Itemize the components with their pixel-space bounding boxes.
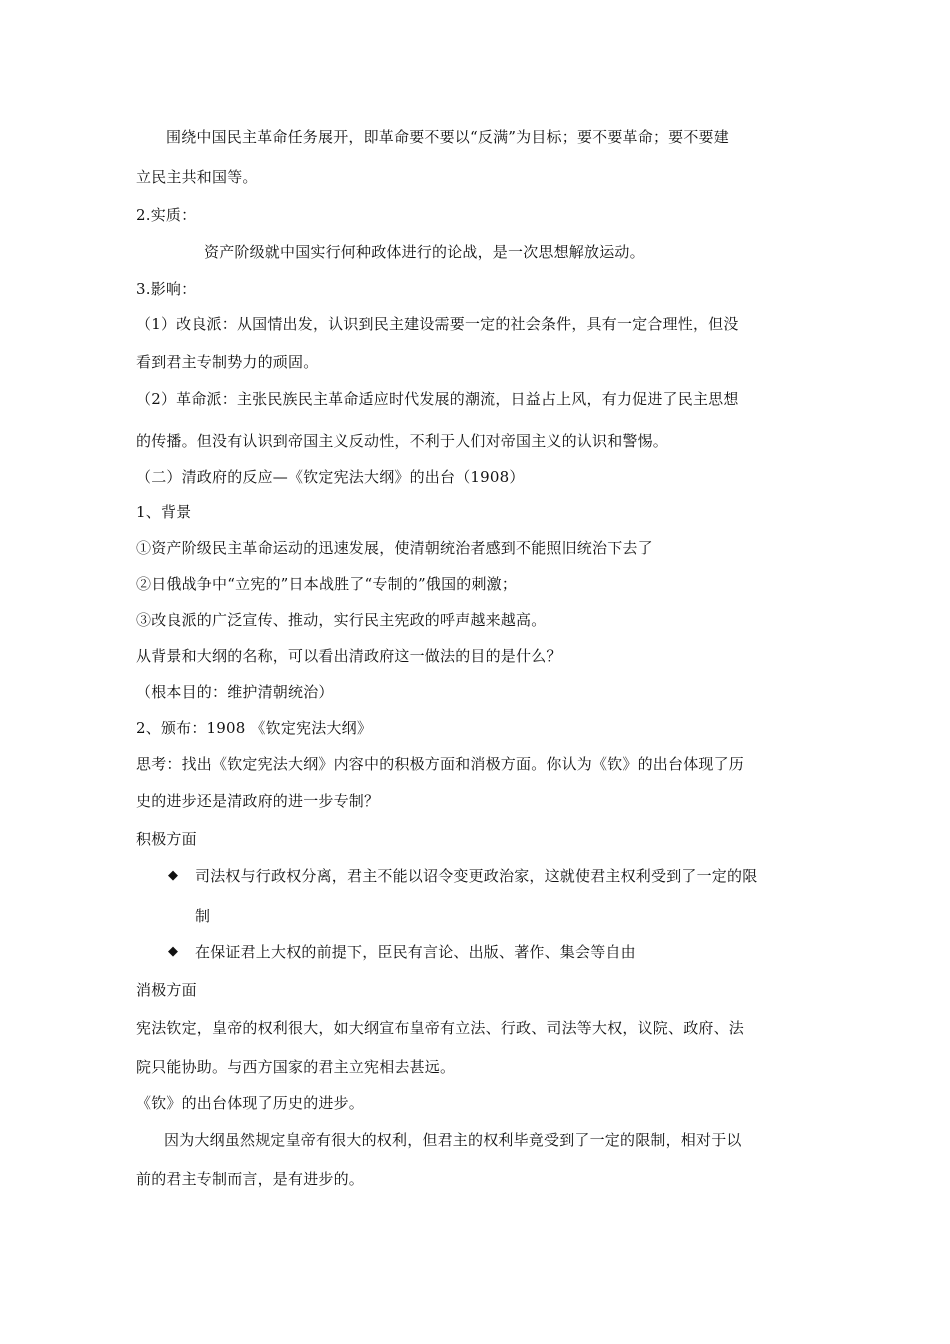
- paragraph-line: 前的君主专制而言，是有进步的。: [136, 1170, 365, 1188]
- list-item: 司法权与行政权分离，君主不能以诏令变更政治家，这就使君主权利受到了一定的限: [195, 867, 758, 885]
- diamond-bullet-icon: ◆: [168, 944, 178, 959]
- diamond-bullet-icon: ◆: [168, 868, 178, 883]
- section-heading: 3.影响：: [136, 280, 197, 298]
- section-heading: 2.实质：: [136, 206, 197, 224]
- paragraph-line: 从背景和大纲的名称，可以看出清政府这一做法的目的是什么？: [136, 647, 562, 665]
- list-item: ①资产阶级民主革命运动的迅速发展，使清朝统治者感到不能照旧统治下去了: [136, 539, 653, 557]
- paragraph-line: 《钦》的出台体现了历史的进步。: [136, 1094, 365, 1112]
- paragraph-line: 院只能协助。与西方国家的君主立宪相去甚远。: [136, 1058, 456, 1076]
- section-heading: 1、背景: [136, 503, 192, 521]
- paragraph-line: （根本目的：维护清朝统治）: [136, 683, 334, 701]
- section-heading: 2、颁布：1908 《钦定宪法大纲》: [136, 719, 373, 737]
- list-item: ②日俄战争中“立宪的”日本战胜了“专制的”俄国的刺激；: [136, 575, 518, 593]
- paragraph-line: （2）革命派：主张民族民主革命适应时代发展的潮流，日益占上风，有力促进了民主思想: [136, 390, 739, 408]
- section-heading: 消极方面: [136, 981, 197, 999]
- paragraph-line: 因为大纲虽然规定皇帝有很大的权利，但君主的权利毕竟受到了一定的限制，相对于以: [164, 1131, 742, 1149]
- paragraph-line: 宪法钦定，皇帝的权利很大，如大纲宣布皇帝有立法、行政、司法等大权，议院、政府、法: [136, 1019, 745, 1037]
- paragraph-line: 思考：找出《钦定宪法大纲》内容中的积极方面和消极方面。你认为《钦》的出台体现了历: [136, 755, 745, 773]
- paragraph-line: 史的进步还是清政府的进一步专制？: [136, 792, 380, 810]
- list-item: 在保证君上大权的前提下，臣民有言论、出版、著作、集会等自由: [195, 943, 636, 961]
- section-heading: 积极方面: [136, 830, 197, 848]
- paragraph-line: 的传播。但没有认识到帝国主义反动性，不利于人们对帝国主义的认识和警惕。: [136, 432, 669, 450]
- paragraph-line: 资产阶级就中国实行何种政体进行的论战，是一次思想解放运动。: [204, 243, 645, 261]
- list-item: 制: [195, 907, 211, 925]
- paragraph-line: 立民主共和国等。: [136, 168, 258, 186]
- list-item: ③改良派的广泛宣传、推动，实行民主宪政的呼声越来越高。: [136, 611, 547, 629]
- section-heading: （二）清政府的反应—《钦定宪法大纲》的出台（1908）: [136, 468, 525, 486]
- paragraph-line: 看到君主专制势力的顽固。: [136, 353, 319, 371]
- paragraph-line: （1）改良派：从国情出发，认识到民主建设需要一定的社会条件，具有一定合理性，但没: [136, 315, 739, 333]
- paragraph-line: 围绕中国民主革命任务展开，即革命要不要以“反满”为目标；要不要革命；要不要建: [166, 128, 729, 146]
